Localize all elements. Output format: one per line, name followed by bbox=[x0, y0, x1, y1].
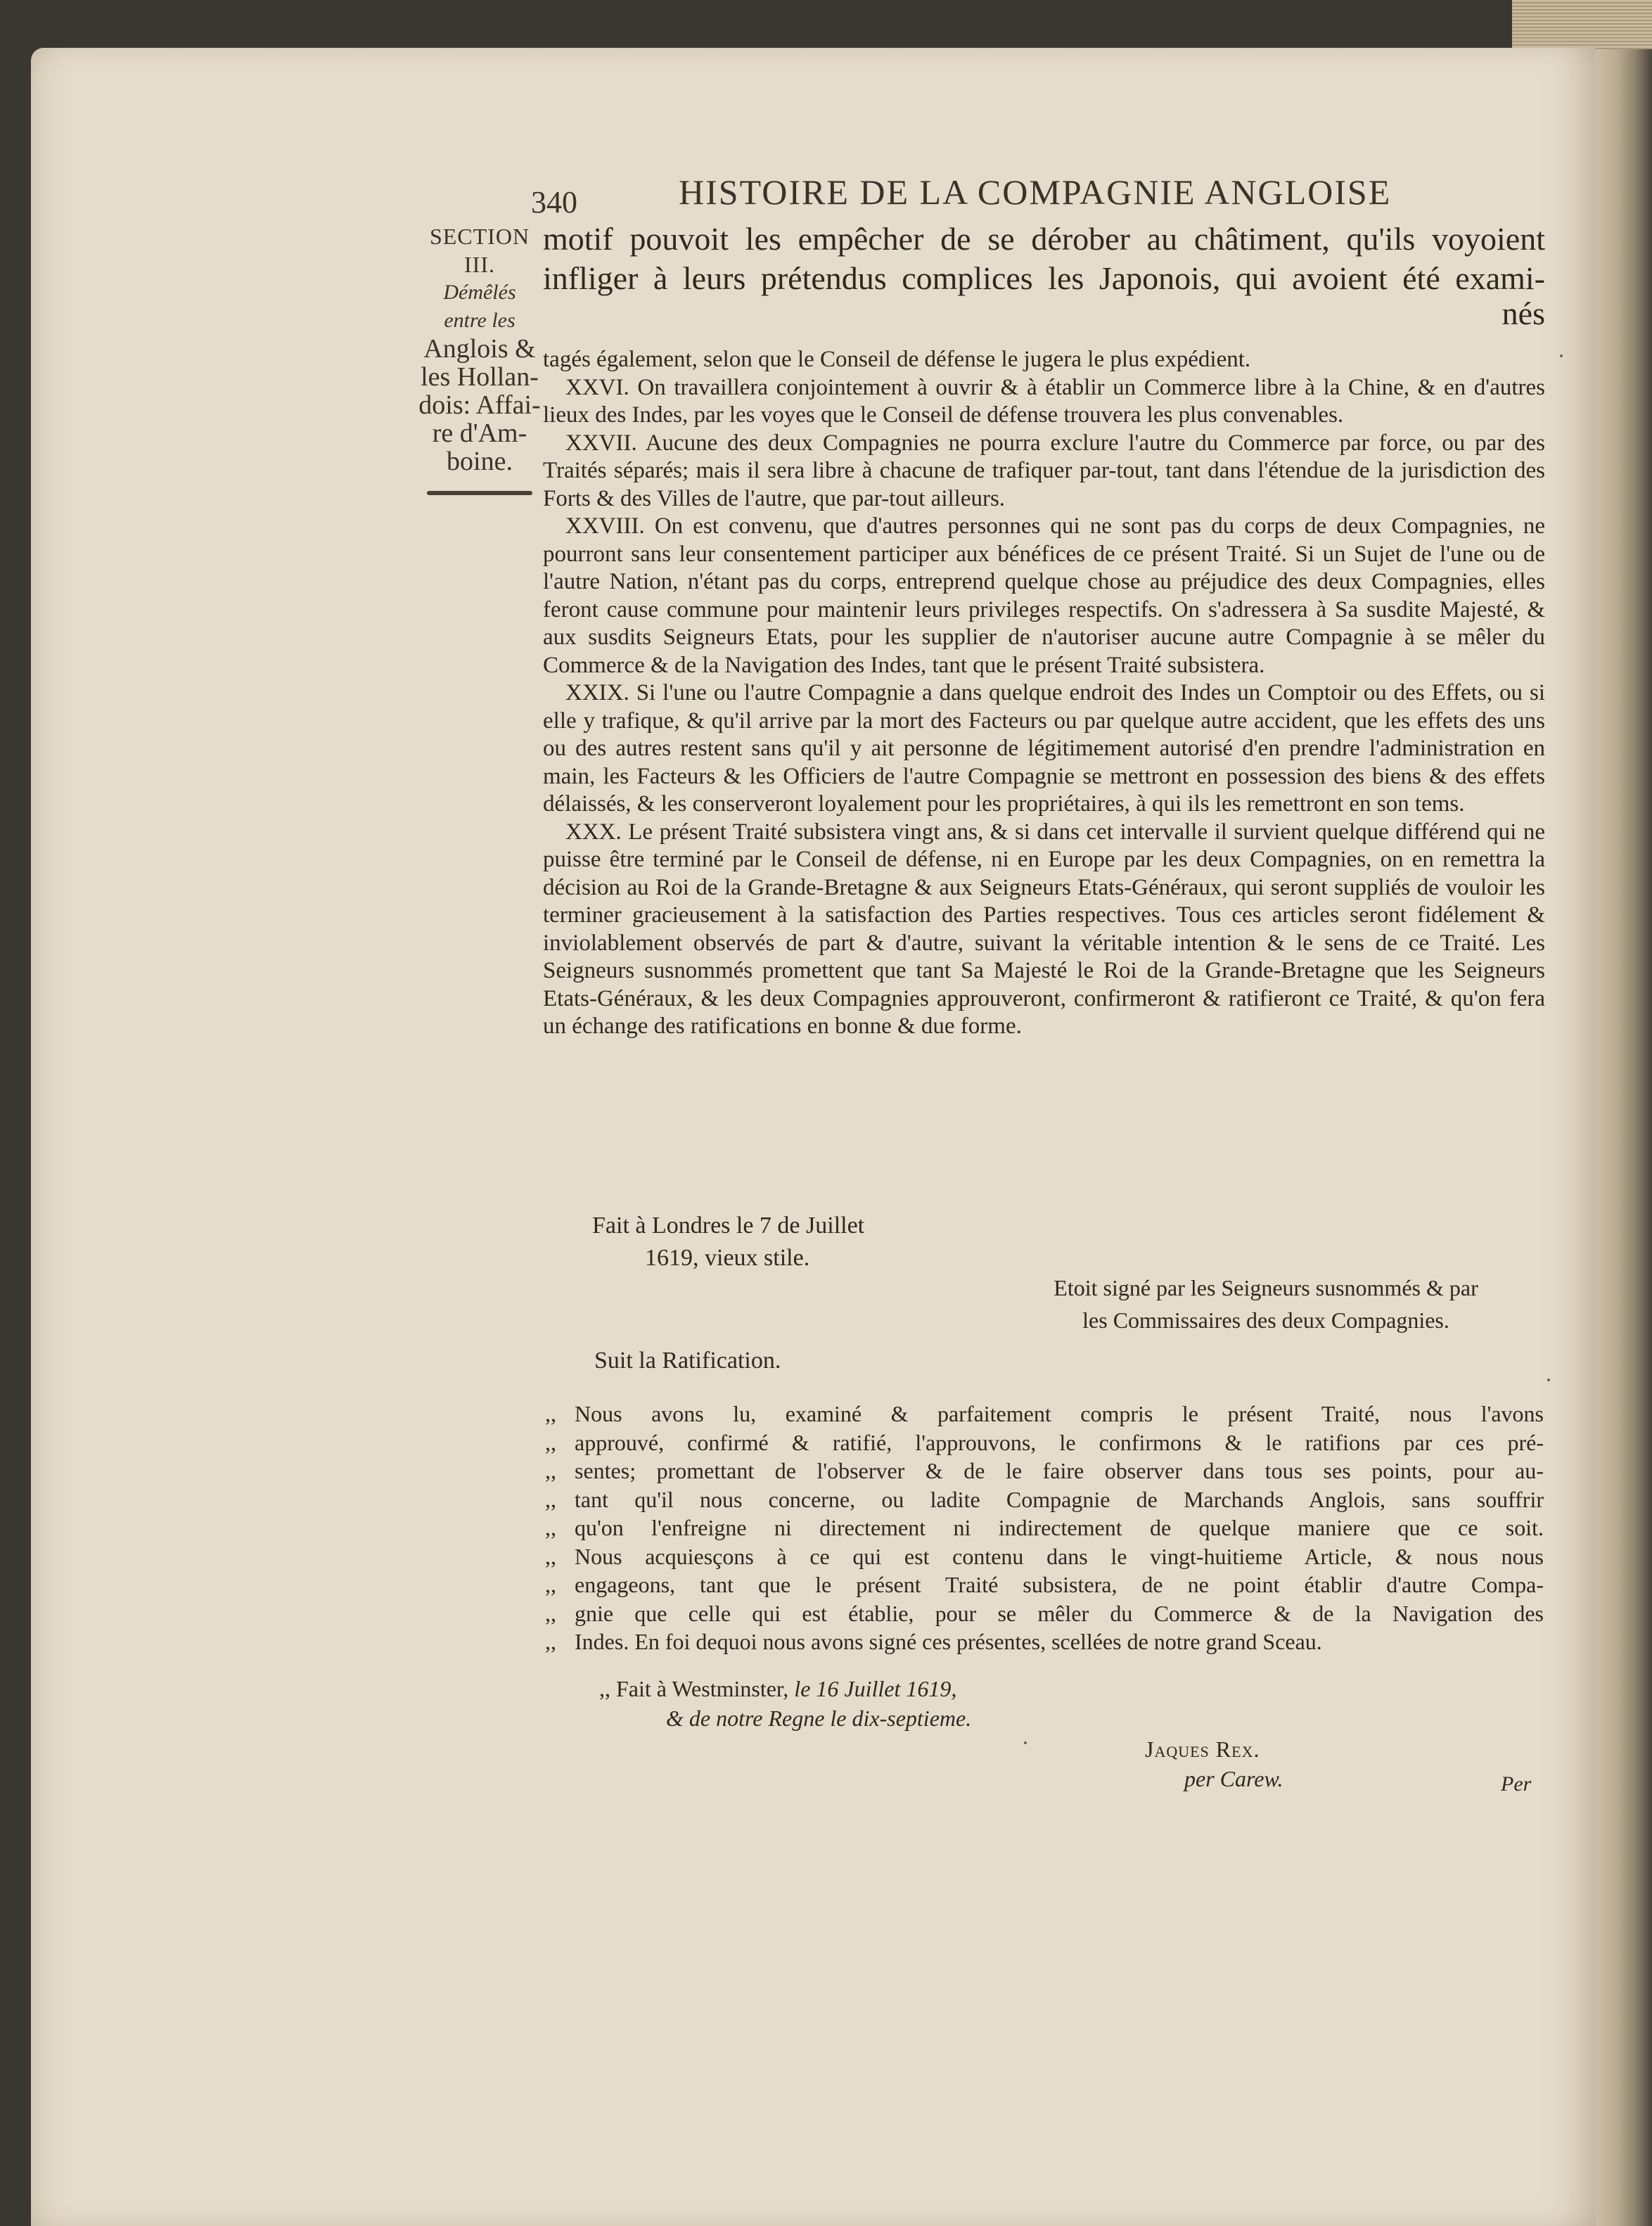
paper-speck bbox=[1024, 1741, 1027, 1744]
ratification-line bbox=[545, 1514, 1544, 1542]
page-stack-top bbox=[1512, 0, 1652, 49]
quote-mark: ,, bbox=[545, 1486, 556, 1512]
quote-mark: ,, bbox=[545, 1401, 556, 1426]
ratification-line bbox=[545, 1571, 1544, 1599]
ratification-text bbox=[545, 1400, 1544, 1656]
signed-note bbox=[1013, 1272, 1519, 1336]
articles bbox=[543, 346, 1545, 1041]
ratification-line-text: Indes. En foi dequoi nous avons signé ces présentes, scellées de notre grand Sceau. bbox=[575, 1629, 1322, 1654]
margin-line: entre les bbox=[444, 309, 516, 332]
paragraph: tagés également, selon que le Conseil de défense le jugera le plus expédient. bbox=[543, 347, 1251, 372]
margin-line: boine. bbox=[447, 447, 513, 476]
quote-mark: ,, bbox=[545, 1600, 556, 1626]
ratification-line bbox=[545, 1627, 1544, 1656]
catchword: Per bbox=[1501, 1772, 1532, 1796]
closing-line1 bbox=[599, 1674, 971, 1703]
ratification-line bbox=[545, 1485, 1544, 1514]
signed-line1: Etoit signé par les Seigneurs susnommés & par bbox=[1054, 1275, 1478, 1300]
dateline-line2: 1619, vieux stile. bbox=[645, 1245, 810, 1271]
article-xxvii: XXVII. Aucune des deux Compagnies ne pourra exclure l'autre du Commerce par force, ou par des Traités séparés; mais il sera libre à chacune de trafiquer par-tout, tant dans l'étendue de la jurisdiction des Forts & des Villes de l'autre, que par-tout ailleurs. bbox=[543, 430, 1545, 511]
page-edge bbox=[1596, 0, 1652, 2226]
closing-place: Westminster, bbox=[672, 1676, 789, 1701]
margin-section-label: SECTION bbox=[429, 224, 530, 249]
quote-mark: ,, bbox=[545, 1429, 556, 1455]
text-line: nés bbox=[1501, 295, 1545, 331]
ratification-line bbox=[545, 1400, 1544, 1428]
paper-speck bbox=[1560, 354, 1563, 357]
article-xxviii: XXVIII. On est convenu, que d'autres personnes qui ne sont pas du corps de deux Compagnies, ne pourront sans leur consentement participer aux bénéfices de ce présent Traité. Si un Sujet de l'une ou de l'autre Nation, n'étant pas du corps, entreprend quelque chose au préjudice des deux Compagnies, elles feront cause commune pour maintenir leurs privileges respectifs. On s'adressera à Sa susdite Majesté, & aux susdits Seigneurs Etats, pour les supplier de n'autoriser aucune autre Compagnie à se mêler du Commerce & de la Navigation des Indes, tant que le présent Traité subsistera. bbox=[543, 513, 1545, 678]
ratification-line-text: gnie que celle qui est établie, pour se mêler du Commerce & de la Navigation des bbox=[575, 1600, 1544, 1626]
article-xxvi: XXVI. On travaillera conjointement à ouvrir & à établir un Commerce libre à la Chine, & en d'autres lieux des Indes, par les voyes que le Conseil de défense trouvera les plus convenables. bbox=[543, 374, 1545, 428]
margin-rule bbox=[427, 491, 532, 495]
closing-line2: & de notre Regne le dix-septieme. bbox=[666, 1706, 972, 1731]
margin-line: dois: Affai- bbox=[418, 390, 541, 420]
page-number: 340 bbox=[531, 185, 577, 219]
ratification-line-text: qu'on l'enfreigne ni directement ni indirectement de quelque maniere que ce soit. bbox=[575, 1515, 1544, 1540]
ratification-line bbox=[545, 1599, 1544, 1628]
margin-line: Démêlés bbox=[443, 281, 516, 304]
ratification-line-text: engageons, tant que le présent Traité subsistera, de ne point établir d'autre Compa- bbox=[575, 1572, 1544, 1597]
margin-section-number: III. bbox=[464, 252, 495, 277]
paper-speck bbox=[1547, 1379, 1550, 1381]
quote-mark: ,, bbox=[545, 1572, 556, 1597]
quote-mark: ,, bbox=[545, 1543, 556, 1569]
top-paragraph bbox=[543, 219, 1545, 333]
ratification-line bbox=[545, 1457, 1544, 1485]
ratification-line-text: Nous avons lu, examiné & parfaitement compris le présent Traité, nous l'avons bbox=[575, 1401, 1544, 1426]
ratification-line-text: Nous acquiesçons à ce qui est contenu dans le vingt-huitieme Article, & nous nous bbox=[575, 1543, 1544, 1569]
running-head: HISTOIRE DE LA COMPAGNIE ANGLOISE bbox=[679, 172, 1392, 212]
signed-line2: les Commissaires des deux Compagnies. bbox=[1082, 1307, 1449, 1333]
quote-mark: ,, bbox=[545, 1515, 556, 1540]
article-xxix: XXIX. Si l'une ou l'autre Compagnie a dans quelque endroit des Indes un Comptoir ou des Effets, ou si elle y trafique, & qu'il arrive par la mort des Facteurs ou par quelque autre accident, que les effets des uns ou des autres restent sans qu'il y ait personne de légitimement autorisé d'en prendre l'administration en main, les Facteurs & les Officiers de l'autre Compagnie se mettront en possession des biens & des effets délaissés, & les conserveront loyalement pour les propriétaires, à qui ils les remettront en son tems. bbox=[543, 680, 1545, 817]
ratification-line-text: approuvé, confirmé & ratifié, l'approuvons, le confirmons & le ratifions par ces pré- bbox=[575, 1429, 1544, 1455]
closing-prefix: ,, Fait à bbox=[599, 1676, 667, 1701]
ratification-line-text: sentes; promettant de l'observer & de le faire observer dans tous ses points, pour au- bbox=[575, 1458, 1544, 1483]
closing-date: le 16 Juillet 1619, bbox=[794, 1676, 957, 1701]
royal-signature bbox=[1145, 1734, 1283, 1793]
ratification-line-text: tant qu'il nous concerne, ou ladite Compagnie de Marchands Anglois, sans souffrir bbox=[575, 1486, 1544, 1512]
ratification-line bbox=[545, 1428, 1544, 1457]
ratification-heading: Suit la Ratification. bbox=[594, 1348, 781, 1374]
closing-dateline bbox=[599, 1674, 971, 1733]
article-xxx: XXX. Le présent Traité subsistera vingt ans, & si dans cet intervalle il survient quelque différend qui ne puisse être terminé par le Conseil de défense, ni en Europe par les deux Compagnies, on en remettra la décision au Roi de la Grande-Bretagne & aux Seigneurs Etats-Généraux, qui seront suppliés de vouloir les terminer gracieusement à la satisfaction des Parties respectives. Tous ces articles seront fidélement & inviolablement observés de part & d'autre, suivant la véritable intention & le sens de ce Traité. Les Seigneurs susnommés promettent que tant Sa Majesté le Roi de la Grande-Bretagne que les Seigneurs Etats-Généraux, & les deux Compagnies approuveront, confirmeront & ratifieront ce Traité, & qu'on fera un échange des ratifications en bonne & due forme. bbox=[543, 819, 1545, 1039]
margin-note bbox=[416, 222, 543, 495]
text-line: motif pouvoit les empêcher de se dérober au châtiment, qu'ils voyoient bbox=[543, 221, 1545, 257]
signer: Jaques Rex. bbox=[1145, 1736, 1260, 1762]
quote-mark: ,, bbox=[545, 1458, 556, 1483]
dateline-line1: Fait à Londres le 7 de Juillet bbox=[592, 1213, 865, 1239]
quote-mark: ,, bbox=[545, 1629, 556, 1654]
text-line: infliger à leurs prétendus complices les Japonois, qui avoient été exami- bbox=[543, 260, 1545, 296]
margin-line: re d'Am- bbox=[432, 418, 527, 448]
countersign: per Carew. bbox=[1184, 1766, 1283, 1791]
ratification-line bbox=[545, 1542, 1544, 1571]
dateline bbox=[592, 1210, 864, 1274]
margin-line: Anglois & bbox=[423, 334, 536, 364]
margin-line: les Hollan- bbox=[421, 362, 539, 392]
